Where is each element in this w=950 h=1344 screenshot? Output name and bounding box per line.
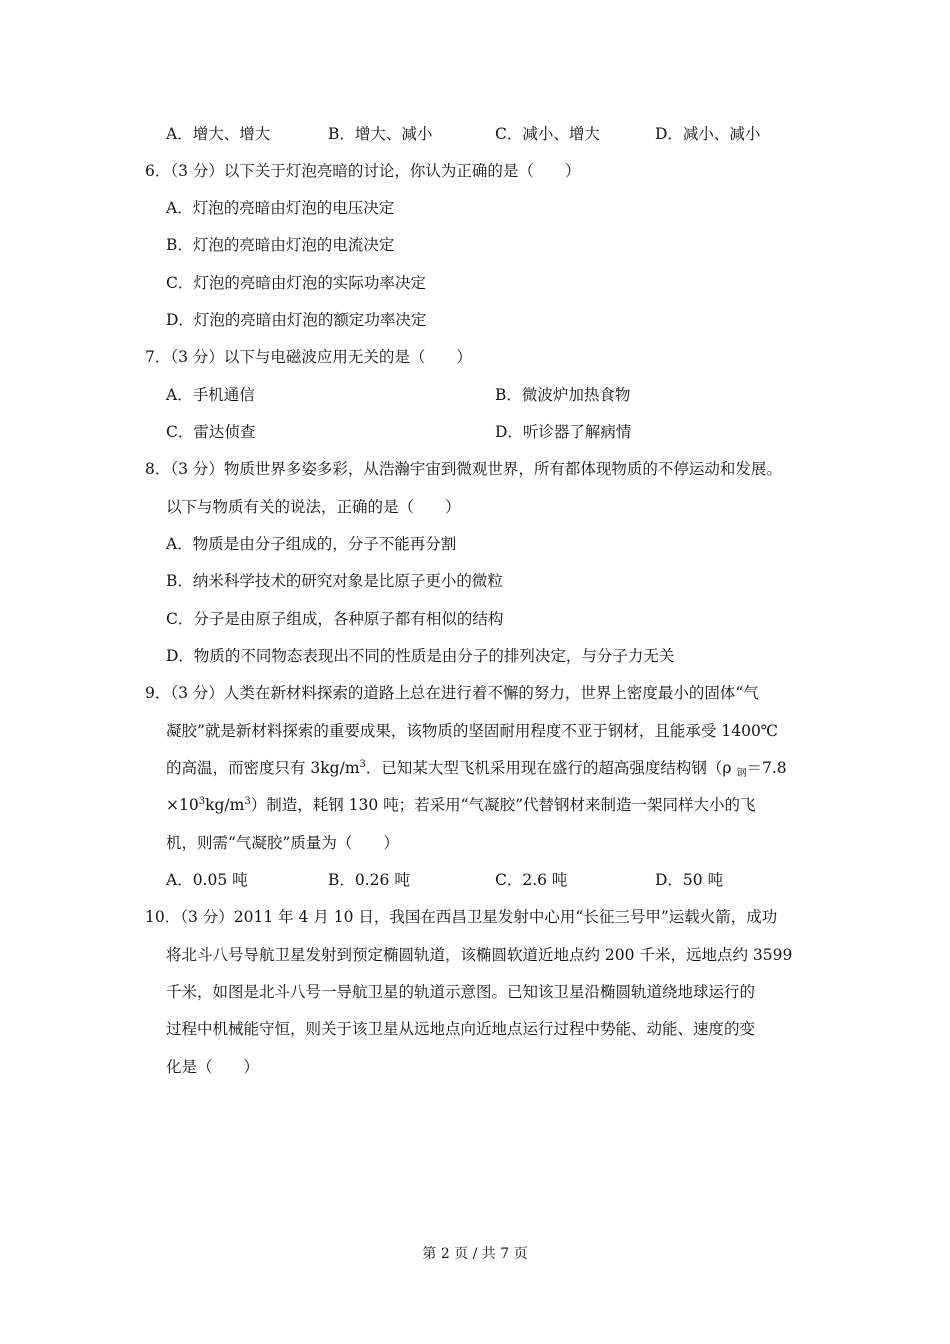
q7-stem: 7．（3 分）以下与电磁波应用无关的是（ ） [145, 348, 472, 366]
q10-stem-line5: 化是（ ） [166, 1058, 260, 1076]
q9-line3-sup: 3 [359, 759, 366, 770]
q9-line4-text-a: ×10 [166, 796, 199, 814]
q8-option-b: B．纳米科学技术的研究对象是比原子更小的微粒 [166, 572, 503, 590]
q9-stem-line1: 9．（3 分）人类在新材料探索的道路上总在进行着不懈的努力，世界上密度最小的固体“气 [145, 684, 759, 702]
q9-option-c: C．2.6 吨 [495, 871, 568, 889]
q5-option-c: C．减小、增大 [495, 125, 600, 143]
q10-stem-line4: 过程中机械能守恒，则关于该卫星从远地点向近地点运行过程中势能、动能、速度的变 [166, 1020, 756, 1038]
q9-line3-sub: 钢 [736, 768, 747, 779]
q8-stem-line1: 8．（3 分）物质世界多姿多彩，从浩瀚宇宙到微观世界，所有都体现物质的不停运动和发展。 [145, 460, 782, 478]
q9-line4-text-c: ）制造，耗钢 130 吨；若采用“气凝胶”代替钢材来制造一架同样大小的飞 [250, 796, 756, 814]
q9-line3-text-b: ．已知某大型飞机采用现在盛行的超高强度结构钢（ρ [365, 759, 737, 777]
q9-option-a: A．0.05 吨 [166, 871, 248, 889]
q8-option-d: D．物质的不同物态表现出不同的性质是由分子的排列决定，与分子力无关 [166, 647, 675, 665]
q9-line3-text-a: 的高温，而密度只有 3kg/m [166, 759, 360, 777]
q9-stem-line2: 凝胶”就是新材料探索的重要成果，该物质的坚固耐用程度不亚于钢材，且能承受 1400℃ [166, 722, 779, 740]
page-footer: 第 2 页 / 共 7 页 [422, 1246, 528, 1262]
q9-option-d: D．50 吨 [655, 871, 724, 889]
q9-stem-line4 [166, 795, 756, 815]
q5-option-d: D．减小、减小 [655, 125, 761, 143]
q6-option-c: C．灯泡的亮暗由灯泡的实际功率决定 [166, 274, 426, 292]
q6-option-a: A．灯泡的亮暗由灯泡的电压决定 [166, 199, 395, 217]
q8-stem-line2: 以下与物质有关的说法，正确的是（ ） [166, 498, 461, 516]
q10-stem-line3: 千米，如图是北斗八号一导航卫星的轨道示意图。已知该卫星沿椭圆轨道绕地球运行的 [166, 983, 756, 1001]
q5-option-b: B．增大、减小 [328, 125, 433, 143]
q9-stem-line5: 机，则需“气凝胶”质量为（ ） [166, 834, 399, 852]
q8-option-c: C．分子是由原子组成，各种原子都有相似的结构 [166, 610, 504, 628]
q9-line4-sup1: 3 [198, 796, 206, 807]
q6-option-b: B．灯泡的亮暗由灯泡的电流决定 [166, 236, 395, 254]
q10-stem-line2: 将北斗八号导航卫星发射到预定椭圆轨道，该椭圆软道近地点约 200 千米，远地点约 3599 [166, 946, 793, 964]
q7-option-a: A．手机通信 [166, 386, 255, 404]
q6-stem: 6．（3 分）以下关于灯泡亮暗的讨论，你认为正确的是（ ） [145, 162, 581, 180]
q5-option-a: A．增大、增大 [166, 125, 271, 143]
q10-stem-line1: 10．（3 分）2011 年 4 月 10 日，我国在西昌卫星发射中心用“长征三号甲”运载火箭，成功 [145, 908, 778, 926]
q9-line3-text-c: ＝7.8 [746, 759, 787, 777]
q8-option-a: A．物质是由分子组成的，分子不能再分割 [166, 535, 457, 553]
q9-stem-line3 [166, 758, 787, 778]
q9-option-b: B．0.26 吨 [328, 871, 410, 889]
q9-line4-text-b: kg/m [205, 796, 245, 814]
q7-option-d: D．听诊器了解病情 [495, 423, 632, 441]
q6-option-d: D．灯泡的亮暗由灯泡的额定功率决定 [166, 311, 427, 329]
q7-option-b: B．微波炉加热食物 [495, 386, 631, 404]
q9-line4-sup2: 3 [244, 796, 251, 807]
q7-option-c: C．雷达侦查 [166, 423, 256, 441]
